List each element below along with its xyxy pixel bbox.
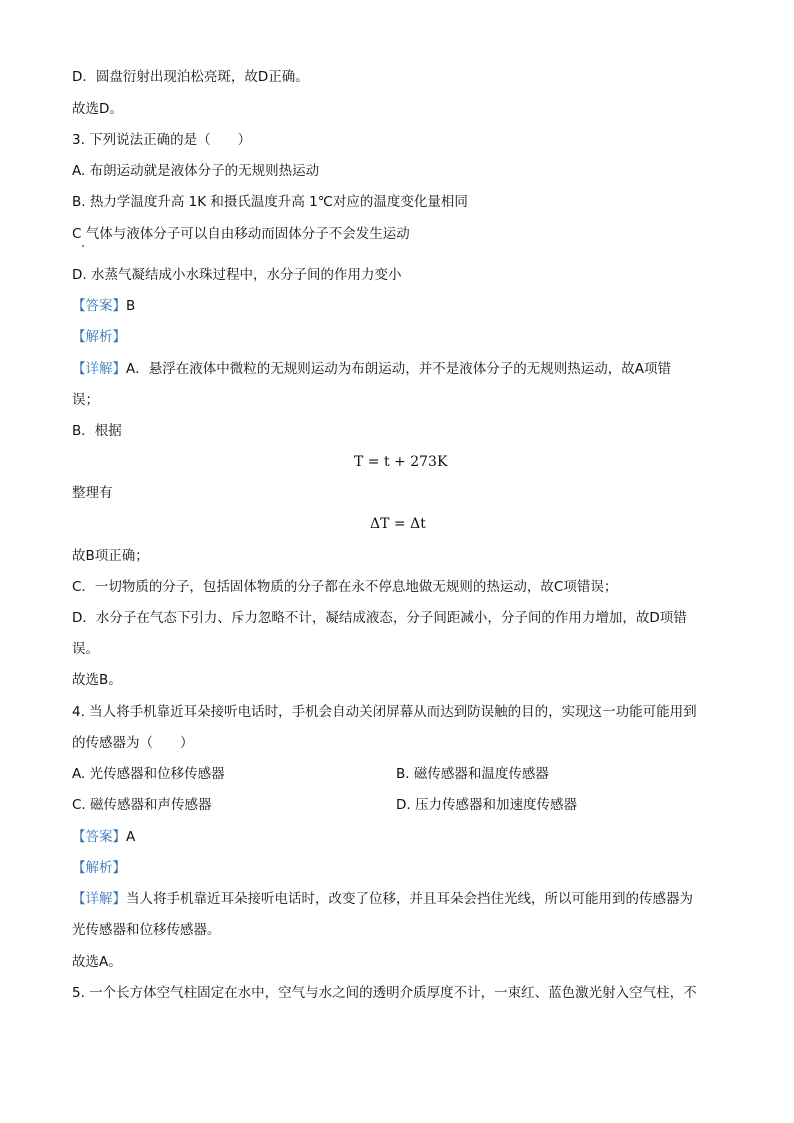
detail-text: 当人将手机靠近耳朵接听电话时，改变了位移，并且耳朵会挡住光线，所以可能用到的传感器为 xyxy=(126,891,693,907)
question-4-analysis-tag xyxy=(72,859,126,877)
question-3-option-c: C 气体与液体分子可以自由移动而固体分子不会发生运动 xyxy=(72,226,410,242)
formula-temperature xyxy=(354,453,447,471)
formula-delta xyxy=(370,515,426,533)
analysis-tag: 【解析】 xyxy=(72,329,126,345)
question-4-stem: 4. 当人将手机靠近耳朵接听电话时，手机会自动关闭屏幕从而达到防误触的目的，实现这一功能可能用到 xyxy=(72,704,697,720)
text-line: D．水分子在气态下引力、斥力忽略不计，凝结成液态，分子间距减小，分子间的作用力增加，故D项错 xyxy=(72,610,687,626)
text-line: 光传感器和位移传感器。 xyxy=(72,922,221,938)
question-3-analysis-tag xyxy=(72,328,126,346)
text-line: C．一切物质的分子，包括固体物质的分子都在永不停息地做无规则的热运动，故C项错误； xyxy=(72,579,618,595)
question-5-stem: 5. 一个长方体空气柱固定在水中，空气与水之间的透明介质厚度不计，一束红、蓝色激光射入空气柱，不 xyxy=(72,985,697,1001)
question-3-answer xyxy=(72,297,135,315)
question-4-option-b: B. 磁传感器和温度传感器 xyxy=(396,766,549,782)
question-4-option-d: D. 压力传感器和加速度传感器 xyxy=(396,797,577,813)
question-3-option-d: D. 水蒸气凝结成小水珠过程中，水分子间的作用力变小 xyxy=(72,267,402,283)
question-4-option-a: A. 光传感器和位移传感器 xyxy=(72,766,225,782)
text-line: 误； xyxy=(72,392,99,408)
text-line: 故B项正确； xyxy=(72,548,149,564)
text-line: D．圆盘衍射出现泊松亮斑，故D正确。 xyxy=(72,69,309,85)
question-3-option-b: B. 热力学温度升高 1K 和摄氏温度升高 1℃对应的温度变化量相同 xyxy=(72,194,468,210)
question-3-detail-a xyxy=(72,360,671,378)
formula-text: ΔT = Δt xyxy=(370,516,426,532)
text-line: 故选D。 xyxy=(72,101,123,117)
question-4-stem: 的传感器为（ ） xyxy=(72,735,194,751)
answer-value: A xyxy=(126,829,136,845)
text-line: 故选B。 xyxy=(72,672,122,688)
text-line: B．根据 xyxy=(72,423,122,439)
question-3-stem: 3. 下列说法正确的是（ ） xyxy=(72,132,252,148)
question-3-option-a: A. 布朗运动就是液体分子的无规则热运动 xyxy=(72,163,320,179)
question-4-option-c: C. 磁传感器和声传感器 xyxy=(72,797,212,813)
detail-tag: 【详解】 xyxy=(72,891,126,907)
detail-tag: 【详解】 xyxy=(72,361,126,377)
text-line: 整理有 xyxy=(72,485,113,501)
question-4-detail xyxy=(72,890,693,908)
answer-tag: 【答案】 xyxy=(72,829,126,845)
text-line: 误。 xyxy=(72,641,99,657)
question-4-answer xyxy=(72,828,135,846)
answer-value: B xyxy=(126,298,136,314)
analysis-tag: 【解析】 xyxy=(72,860,126,876)
answer-tag: 【答案】 xyxy=(72,298,126,314)
formula-text: T = t + 273K xyxy=(354,454,448,470)
stray-dot xyxy=(82,245,84,247)
detail-text: A．悬浮在液体中微粒的无规则运动为布朗运动，并不是液体分子的无规则热运动，故A项错 xyxy=(126,361,671,377)
text-line: 故选A。 xyxy=(72,954,122,970)
